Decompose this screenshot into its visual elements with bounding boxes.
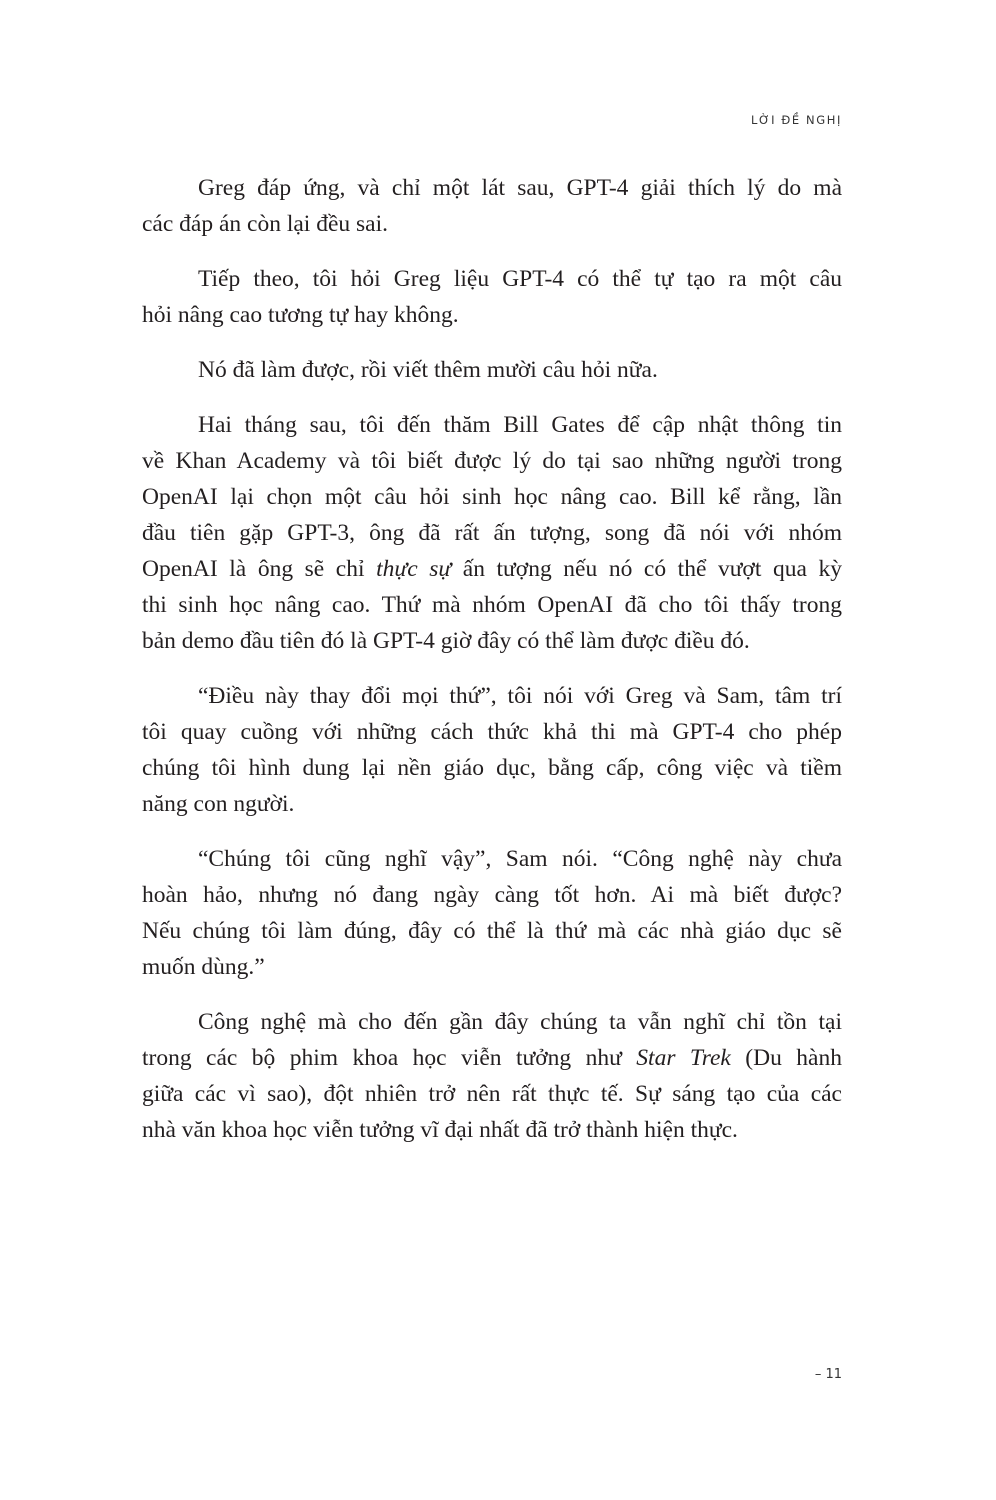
italic-text: Star Trek: [636, 1045, 731, 1071]
text-line: [142, 407, 842, 443]
text-segment: năng con người.: [142, 791, 295, 817]
text-line: [142, 587, 842, 623]
text-segment: OpenAI là ông sẽ chỉ: [142, 556, 377, 582]
text-segment: Greg đáp ứng, và chỉ một lát sau, GPT-4 giải thích lý do mà: [198, 175, 842, 201]
text-segment: Công nghệ mà cho đến gần đây chúng ta vẫn nghĩ chỉ tồn tại: [198, 1009, 842, 1035]
text-line: [142, 913, 842, 949]
text-segment: về Khan Academy và tôi biết được lý do tại sao những người trong: [142, 448, 842, 474]
text-segment: Nó đã làm được, rồi viết thêm mười câu hỏi nữa.: [198, 357, 658, 383]
text-line: [142, 949, 842, 985]
text-line: [142, 1076, 842, 1112]
text-line: [142, 678, 842, 714]
paragraph: [142, 841, 842, 985]
text-line: [142, 786, 842, 822]
text-segment: muốn dùng.”: [142, 954, 265, 980]
text-line: [142, 352, 842, 388]
paragraph: [142, 678, 842, 822]
text-line: [142, 750, 842, 786]
paragraph: [142, 1004, 842, 1148]
text-segment: “Điều này thay đổi mọi thứ”, tôi nói với Greg và Sam, tâm trí: [198, 683, 842, 709]
paragraph: [142, 407, 842, 659]
text-segment: các đáp án còn lại đều sai.: [142, 211, 388, 237]
text-line: [142, 1004, 842, 1040]
text-line: [142, 297, 842, 333]
text-line: [142, 1112, 842, 1148]
text-line: [142, 551, 842, 587]
text-segment: hỏi nâng cao tương tự hay không.: [142, 302, 459, 328]
text-line: [142, 206, 842, 242]
body-text: [142, 170, 842, 1167]
text-line: [142, 261, 842, 297]
text-segment: trong các bộ phim khoa học viễn tưởng như: [142, 1045, 637, 1071]
text-segment: “Chúng tôi cũng nghĩ vậy”, Sam nói. “Công nghệ này chưa: [198, 846, 842, 872]
text-segment: thi sinh học nâng cao. Thứ mà nhóm OpenAI đã cho tôi thấy trong: [142, 592, 842, 618]
text-segment: chúng tôi hình dung lại nền giáo dục, bằng cấp, công việc và tiềm: [142, 755, 842, 781]
text-segment: đầu tiên gặp GPT-3, ông đã rất ấn tượng, song đã nói với nhóm: [142, 520, 842, 546]
italic-text: thực sự: [376, 556, 452, 582]
running-head: LỜI ĐỀ NGHỊ: [751, 113, 842, 127]
text-line: [142, 714, 842, 750]
page-number: – 11: [814, 1367, 842, 1382]
text-line: [142, 623, 842, 659]
text-segment: giữa các vì sao), đột nhiên trở nên rất thực tế. Sự sáng tạo của các: [142, 1081, 842, 1107]
text-segment: (Du hành: [730, 1045, 842, 1071]
paragraph: [142, 352, 842, 388]
text-line: [142, 170, 842, 206]
text-segment: nhà văn khoa học viễn tưởng vĩ đại nhất đã trở thành hiện thực.: [142, 1117, 738, 1143]
text-segment: Nếu chúng tôi làm đúng, đây có thể là thứ mà các nhà giáo dục sẽ: [142, 918, 842, 944]
text-line: [142, 479, 842, 515]
text-segment: ấn tượng nếu nó có thể vượt qua kỳ: [451, 556, 842, 582]
text-segment: hoàn hảo, nhưng nó đang ngày càng tốt hơn. Ai mà biết được?: [142, 882, 842, 908]
text-line: [142, 515, 842, 551]
text-segment: Hai tháng sau, tôi đến thăm Bill Gates để cập nhật thông tin: [198, 412, 842, 438]
text-segment: OpenAI lại chọn một câu hỏi sinh học nâng cao. Bill kể rằng, lần: [142, 484, 842, 510]
text-line: [142, 877, 842, 913]
text-segment: tôi quay cuồng với những cách thức khả thi mà GPT-4 cho phép: [142, 719, 842, 745]
text-line: [142, 841, 842, 877]
text-line: [142, 443, 842, 479]
paragraph: [142, 261, 842, 333]
text-line: [142, 1040, 842, 1076]
paragraph: [142, 170, 842, 242]
text-segment: bản demo đầu tiên đó là GPT-4 giờ đây có thể làm được điều đó.: [142, 628, 750, 654]
text-segment: Tiếp theo, tôi hỏi Greg liệu GPT-4 có thể tự tạo ra một câu: [198, 266, 842, 292]
